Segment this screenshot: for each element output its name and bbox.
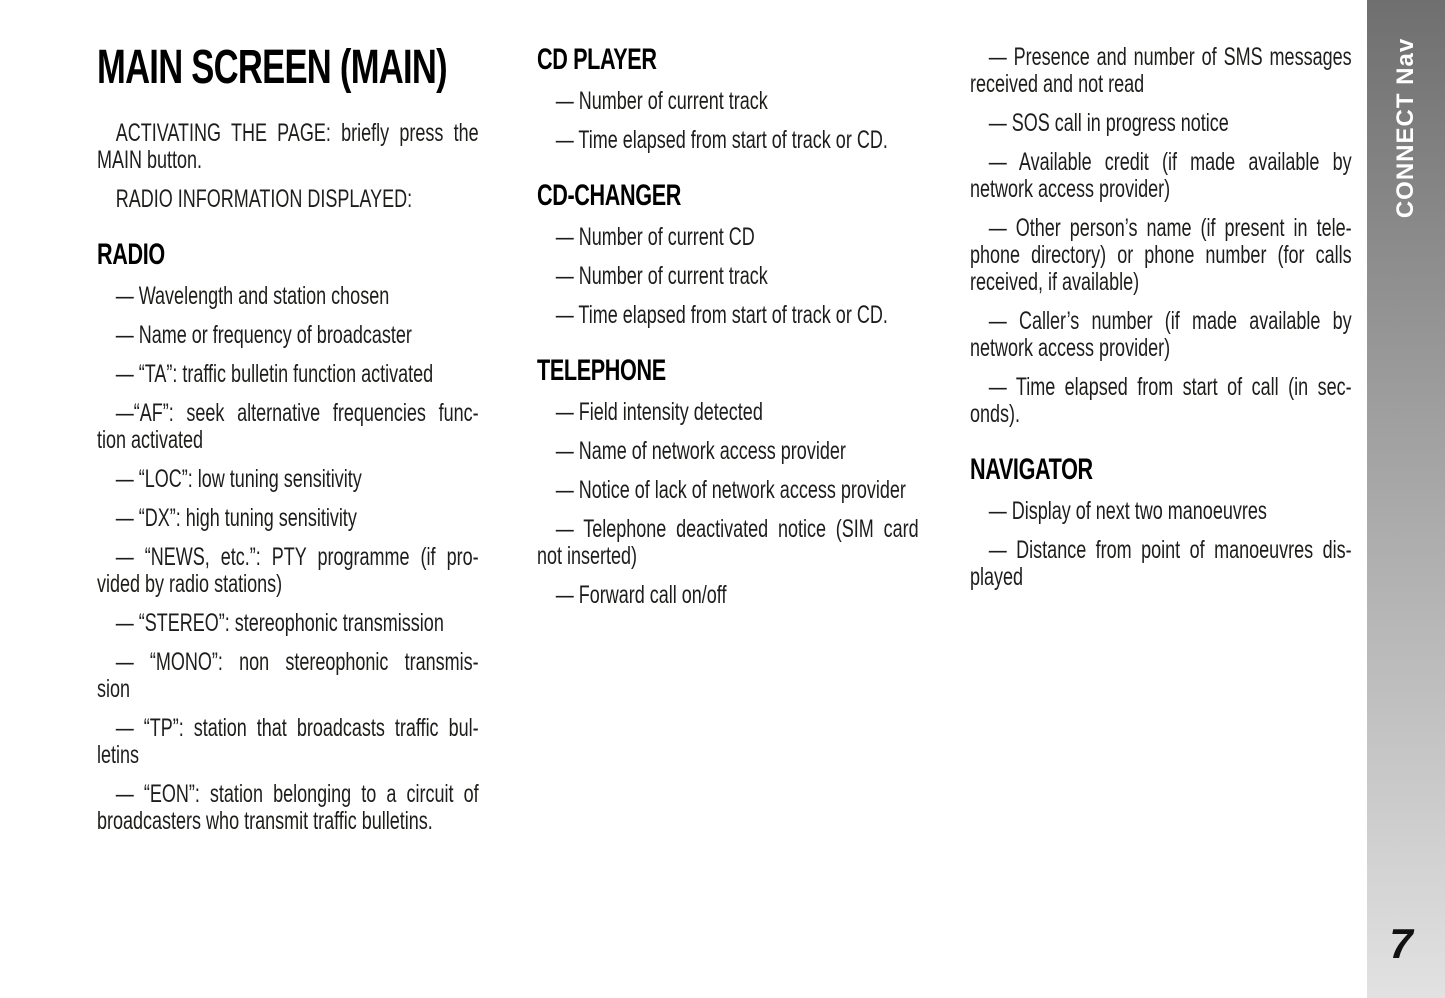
text-line: sion: [97, 675, 131, 703]
bullet-item: [537, 438, 919, 465]
text-line: RADIO INFORMATION DISPLAYED:: [115, 185, 413, 213]
text-line: onds).: [970, 400, 1021, 428]
text-line: — Number of current track: [555, 87, 768, 115]
bullet-item: [537, 477, 919, 504]
bullet-item: [970, 537, 1352, 591]
sidebar-vertical-label: CONNECT Nav: [1392, 37, 1419, 219]
bullet-item: [970, 498, 1352, 525]
text-line: — Caller’s number (if made available by: [988, 307, 1352, 335]
section-heading-telephone: TELEPHONE: [537, 354, 666, 387]
bullet-item: [537, 516, 919, 570]
text-line: — Time elapsed from start of call (in sec-: [988, 373, 1352, 401]
page-title: MAIN SCREEN (MAIN): [97, 41, 447, 94]
bullet-item: [537, 127, 919, 154]
bullet-item: [97, 400, 479, 454]
bullet-item: [970, 149, 1352, 203]
text-line: — “LOC”: low tuning sensitivity: [115, 465, 362, 493]
text-line: vided by radio stations): [97, 570, 283, 598]
text-line: — Number of current track: [555, 262, 768, 290]
text-line: received, if available): [970, 268, 1140, 296]
text-line: received and not read: [970, 70, 1145, 98]
bullet-item: [970, 110, 1352, 137]
text-line: — Time elapsed from start of track or CD.: [555, 126, 888, 154]
text-line: — Notice of lack of network access provider: [555, 476, 906, 504]
text-line: — Available credit (if made available by: [988, 148, 1352, 176]
section-heading-radio: RADIO: [97, 238, 165, 271]
section-heading-cd-changer: CD-CHANGER: [537, 179, 681, 212]
text-line: — Name of network access provider: [555, 437, 846, 465]
bullet-item: [537, 224, 919, 251]
section-heading-navigator: NAVIGATOR: [970, 453, 1093, 486]
text-line: — Presence and number of SMS messages: [988, 43, 1352, 71]
text-line: network access provider): [970, 175, 1171, 203]
text-column-3: [970, 44, 1354, 603]
text-line: —“AF”: seek alternative frequencies func-: [115, 399, 479, 427]
text-line: — “MONO”: non stereophonic transmis-: [115, 648, 479, 676]
text-line: — Name or frequency of broadcaster: [115, 321, 412, 349]
text-line: — “DX”: high tuning sensitivity: [115, 504, 357, 532]
text-line: played: [970, 563, 1024, 591]
text-line: — “STEREO”: stereophonic transmission: [115, 609, 444, 637]
text-line: not inserted): [537, 542, 638, 570]
text-line: — “NEWS, etc.”: PTY programme (if pro-: [115, 543, 479, 571]
text-line: ACTIVATING THE PAGE: briefly press the: [115, 119, 479, 147]
bullet-item: [97, 322, 479, 349]
bullet-item: [970, 308, 1352, 362]
bullet-item: [537, 88, 919, 115]
text-line: — Telephone deactivated notice (SIM card: [555, 515, 919, 543]
page-number: 7: [1389, 920, 1413, 967]
text-line: — Forward call on/off: [555, 581, 727, 609]
text-column-1: [97, 41, 481, 847]
bullet-item: [97, 781, 479, 835]
text-line: broadcasters who transmit traffic bulletins.: [97, 807, 433, 835]
text-line: — Time elapsed from start of track or CD.: [555, 301, 888, 329]
bullet-item: [97, 283, 479, 310]
section-heading-cd-player: CD PLAYER: [537, 43, 657, 76]
text-column-3-content: [970, 44, 1352, 591]
text-line: — SOS call in progress notice: [988, 109, 1229, 137]
bullet-item: [97, 466, 479, 493]
text-line: — “TP”: station that broadcasts traffic bul-: [115, 714, 479, 742]
bullet-item: [537, 399, 919, 426]
chapter-tab-sidebar: [1367, 0, 1445, 998]
text-line: network access provider): [970, 334, 1171, 362]
bullet-item: [97, 361, 479, 388]
text-line: — Number of current CD: [555, 223, 755, 251]
text-line: — Other person’s name (if present in tele-: [988, 214, 1352, 242]
bullet-item: [970, 374, 1352, 428]
bullet-item: [97, 505, 479, 532]
text-line: — “EON”: station belonging to a circuit of: [115, 780, 479, 808]
bullet-item: [970, 44, 1352, 98]
text-line: tion activated: [97, 426, 204, 454]
text-line: — Field intensity detected: [555, 398, 763, 426]
bullet-item: [97, 544, 479, 598]
text-line: letins: [97, 741, 140, 769]
text-column-2: [537, 44, 921, 621]
bullet-item: [537, 582, 919, 609]
bullet-item: [97, 715, 479, 769]
bullet-item: [97, 649, 479, 703]
bullet-item: [537, 263, 919, 290]
paragraph: [97, 186, 479, 213]
text-column-2-content: [537, 44, 919, 609]
text-line: MAIN button.: [97, 146, 203, 174]
text-line: — “TA”: traffic bulletin function activated: [115, 360, 434, 388]
text-line: phone directory) or phone number (for calls: [970, 241, 1352, 269]
bullet-item: [537, 302, 919, 329]
text-line: — Wavelength and station chosen: [115, 282, 390, 310]
text-line: — Display of next two manoeuvres: [988, 497, 1267, 525]
text-column-1-content: [97, 41, 479, 835]
paragraph: [97, 120, 479, 174]
bullet-item: [97, 610, 479, 637]
text-line: — Distance from point of manoeuvres dis-: [988, 536, 1352, 564]
bullet-item: [970, 215, 1352, 296]
